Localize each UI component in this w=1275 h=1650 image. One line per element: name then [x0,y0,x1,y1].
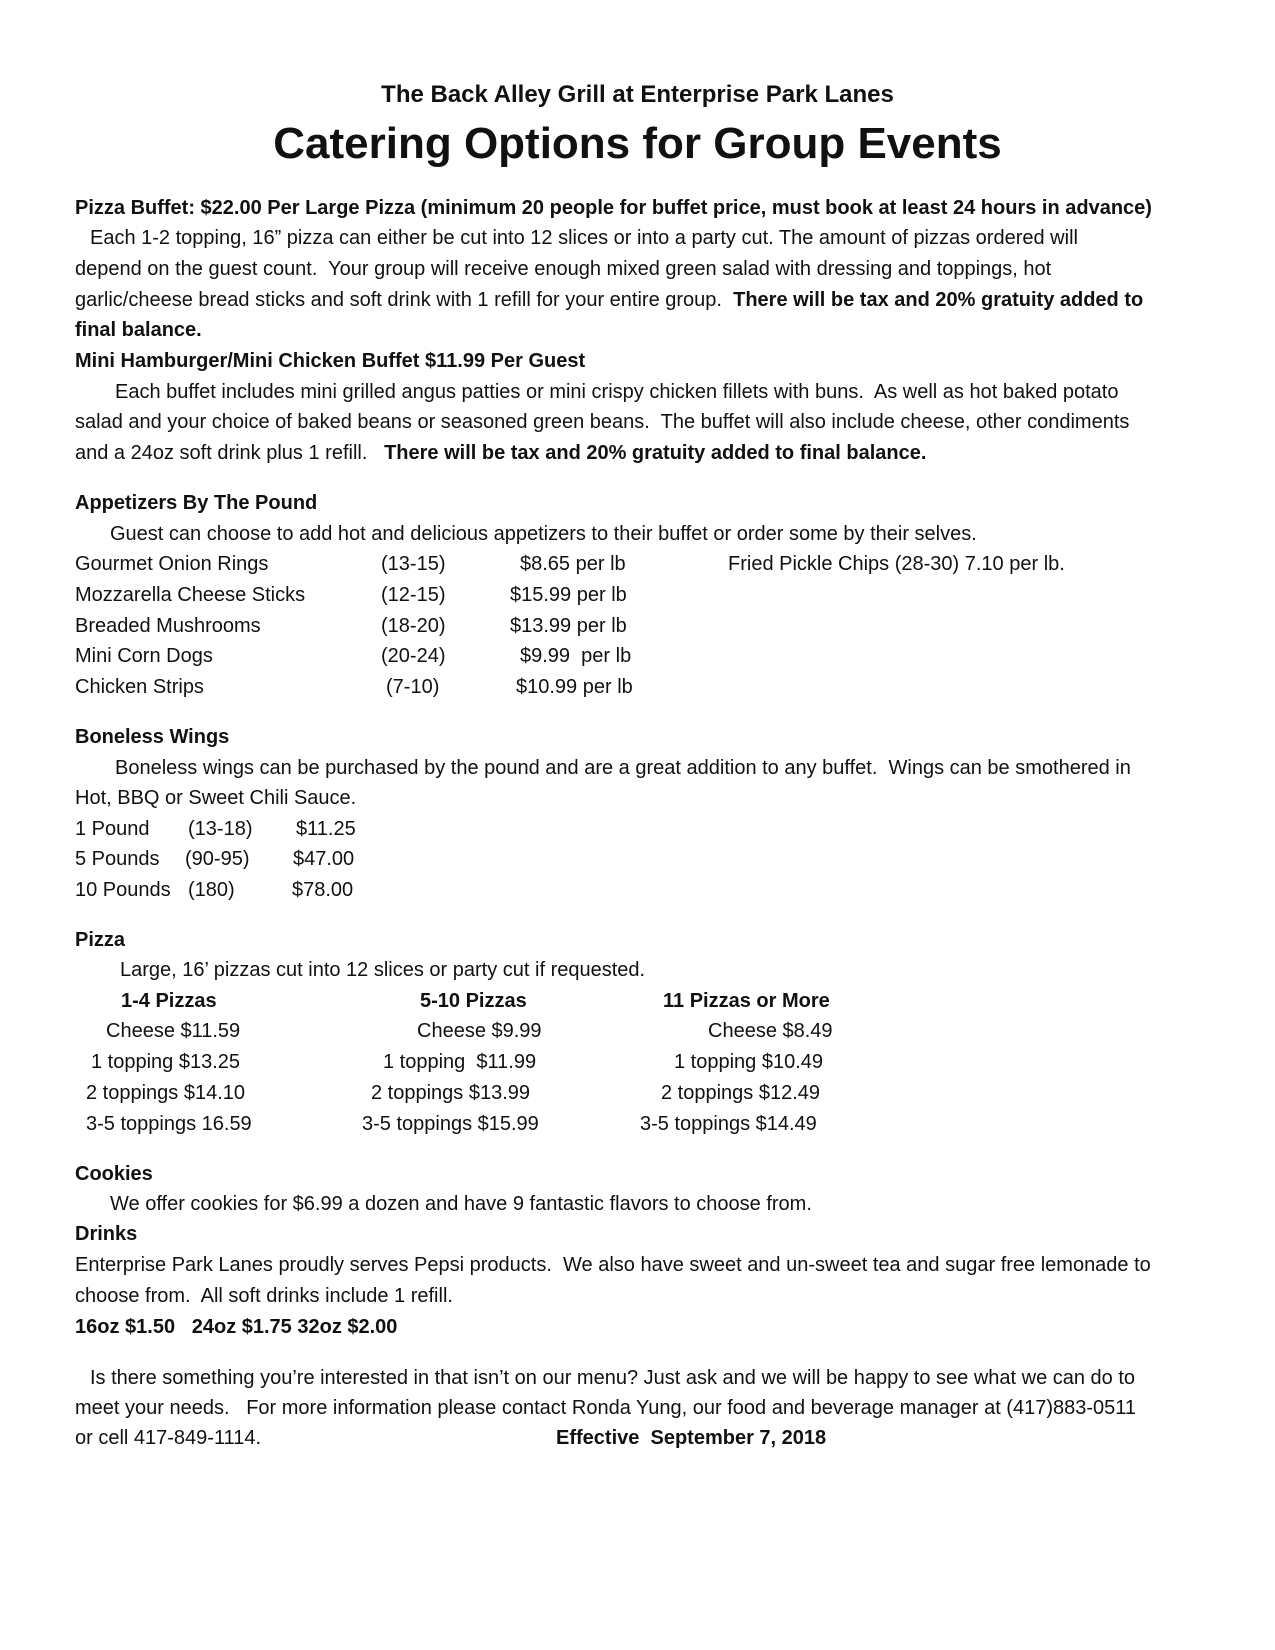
drinks-heading: Drinks [75,1223,138,1245]
pizza-col-header: 1-4 Pizzas [121,990,217,1012]
wings-heading: Boneless Wings [75,726,230,748]
mini-buffet-text-3 [75,437,926,469]
wings-qty: 1 Pound [75,818,150,840]
mini-buffet-tax-note: There will be tax and 20% gratuity added to final balance. [384,442,927,464]
pizza-price: 3-5 toppings 16.59 [86,1113,252,1135]
pizza-buffet-tax-note-end: final balance. [75,319,202,341]
effective-date: Effective September 7, 2018 [556,1427,827,1449]
drinks-text-2: choose from. All soft drinks include 1 refill. [75,1285,453,1307]
appetizer-price: $8.65 per lb [520,553,626,575]
pizza-price: Cheese $11.59 [106,1020,241,1042]
appetizer-extra: Fried Pickle Chips (28-30) 7.10 per lb. [728,553,1065,575]
wings-count: (180) [188,879,235,901]
pizza-price: 2 toppings $14.10 [86,1082,246,1104]
appetizers-intro: Guest can choose to add hot and delicious appetizers to their buffet or order some by their selves. [110,523,977,545]
footer-text-3: or cell 417-849-1114. [75,1427,262,1449]
wings-price: $47.00 [293,848,355,870]
appetizer-count: (20-24) [381,645,446,667]
appetizer-count: (18-20) [381,615,446,637]
pizza-price: 1 topping $10.49 [674,1051,824,1073]
pizza-buffet-text-2: depend on the guest count. Your group will receive enough mixed green salad with dressing and toppings, hot [75,258,1052,280]
pizza-price: Cheese $8.49 [708,1020,833,1042]
pizza-price: 3-5 toppings $14.49 [640,1113,817,1135]
wings-text-1: Boneless wings can be purchased by the pound and are a great addition to any buffet. Wings can be smothered in [115,757,1131,779]
cookies-heading: Cookies [75,1163,153,1185]
appetizer-name: Chicken Strips [75,676,204,698]
pizza-price: 2 toppings $12.49 [661,1082,821,1104]
footer-text-2: meet your needs. For more information please contact Ronda Yung, our food and beverage manager at (417)883-0511 [75,1397,1137,1419]
appetizer-name: Breaded Mushrooms [75,615,261,637]
drinks-prices: 16oz $1.50 24oz $1.75 32oz $2.00 [75,1316,398,1338]
wings-price: $78.00 [292,879,354,901]
appetizers-heading: Appetizers By The Pound [75,492,318,514]
pizza-price: 3-5 toppings $15.99 [362,1113,539,1135]
drinks-text-1: Enterprise Park Lanes proudly serves Pepsi products. We also have sweet and un-sweet tea and sugar free lemonade to [75,1254,1151,1276]
appetizer-price: $9.99 per lb [520,645,632,667]
mini-buffet-text-2: salad and your choice of baked beans or seasoned green beans. The buffet will also include cheese, other condiments [75,411,1130,433]
pizza-buffet-tax-note: There will be tax and 20% gratuity added to [733,289,1144,311]
wings-qty: 5 Pounds [75,848,160,870]
mini-buffet-heading: Mini Hamburger/Mini Chicken Buffet $11.99 Per Guest [75,350,586,372]
cookies-text: We offer cookies for $6.99 a dozen and have 9 fantastic flavors to choose from. [110,1193,812,1215]
appetizer-count: (7-10) [386,676,440,698]
pizza-col-header: 5-10 Pizzas [420,990,527,1012]
pizza-intro: Large, 16’ pizzas cut into 12 slices or party cut if requested. [120,959,646,981]
appetizer-name: Mini Corn Dogs [75,645,213,667]
pizza-price: 1 topping $13.25 [91,1051,241,1073]
pizza-buffet-text-3-normal: garlic/cheese bread sticks and soft drink with 1 refill for your entire group. [75,289,722,311]
wings-price: $11.25 [296,818,356,840]
pizza-col-header: 11 Pizzas or More [663,990,830,1012]
wings-qty: 10 Pounds [75,879,171,901]
appetizer-price: $10.99 per lb [516,676,633,698]
wings-count: (90-95) [185,848,250,870]
appetizer-price: $15.99 per lb [510,584,627,606]
pizza-price: Cheese $9.99 [417,1020,542,1042]
pizza-price: 1 topping $11.99 [383,1051,537,1073]
pizza-buffet-heading: Pizza Buffet: $22.00 Per Large Pizza (minimum 20 people for buffet price, must book at least 24 hours in advance) [75,197,1152,219]
mini-buffet-text-3-normal: and a 24oz soft drink plus 1 refill. [75,442,368,464]
appetizer-count: (12-15) [381,584,446,606]
pizza-price: 2 toppings $13.99 [371,1082,531,1104]
appetizer-price: $13.99 per lb [510,615,627,637]
venue-name: The Back Alley Grill at Enterprise Park Lanes [381,81,894,108]
pizza-buffet-text-1: Each 1-2 topping, 16” pizza can either be cut into 12 slices or into a party cut. The amount of pizzas ordered will [90,227,1078,249]
appetizer-count: (13-15) [381,553,446,575]
wings-count: (13-18) [188,818,253,840]
pizza-buffet-text-3 [75,284,1143,316]
appetizer-name: Gourmet Onion Rings [75,553,269,575]
pizza-heading: Pizza [75,929,126,951]
footer-text-1: Is there something you’re interested in that isn’t on our menu? Just ask and we will be happy to see what we can do to [90,1367,1136,1389]
mini-buffet-text-1: Each buffet includes mini grilled angus patties or mini crispy chicken fillets with buns. As well as hot baked potato [115,381,1119,403]
page-title: Catering Options for Group Events [273,119,1002,168]
appetizer-name: Mozzarella Cheese Sticks [75,584,306,606]
wings-text-2: Hot, BBQ or Sweet Chili Sauce. [75,787,357,809]
